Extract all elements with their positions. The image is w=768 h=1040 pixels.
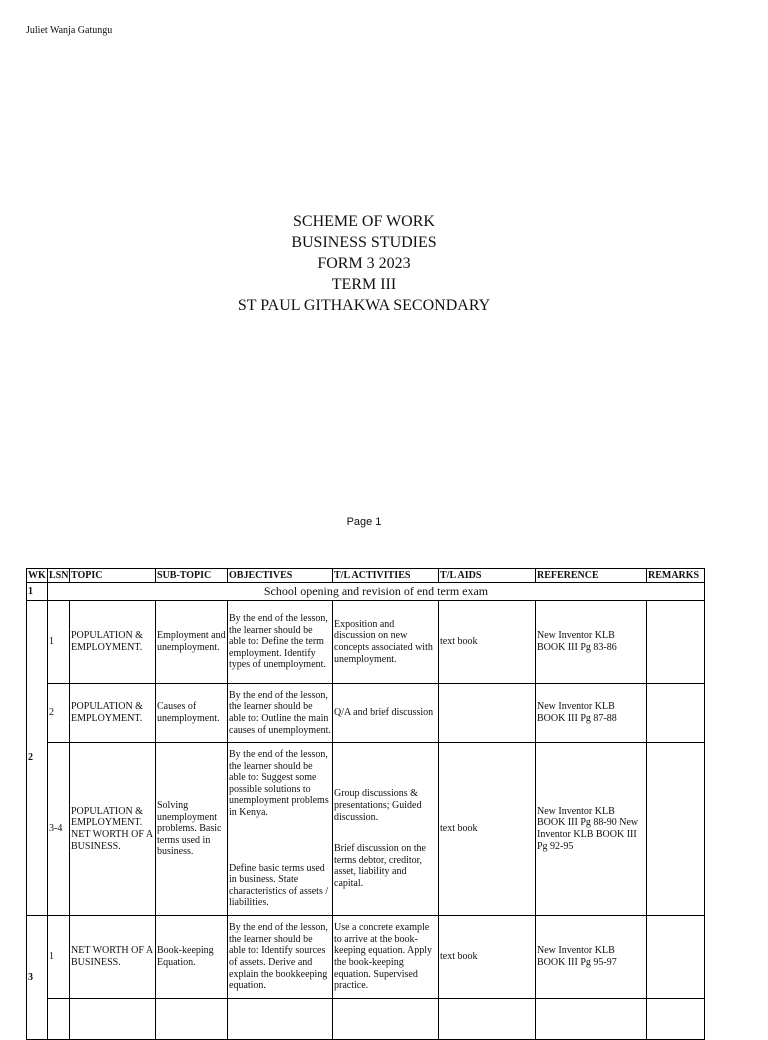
reference-cell: New Inventor KLB BOOK III Pg 88-90 New Inventor KLB BOOK III Pg 92-95 bbox=[536, 743, 647, 916]
table-row bbox=[27, 601, 705, 684]
reference-cell: New Inventor KLB BOOK III Pg 87-88 bbox=[536, 684, 647, 743]
page-number: Page 1 bbox=[346, 516, 382, 528]
reference-cell: New Inventor KLB BOOK III Pg 95-97 bbox=[536, 916, 647, 999]
title-line: ST PAUL GITHAKWA SECONDARY bbox=[237, 297, 491, 314]
topic-cell bbox=[70, 999, 156, 1040]
objectives-cell bbox=[228, 743, 333, 916]
activities-cell bbox=[333, 999, 439, 1040]
lesson-cell bbox=[48, 999, 70, 1040]
week-cell: 1 bbox=[27, 583, 48, 601]
topic-cell: POPULATION & EMPLOYMENT. NET WORTH OF A BUSINESS. bbox=[70, 743, 156, 916]
topic-cell: POPULATION & EMPLOYMENT. bbox=[70, 601, 156, 684]
activities-cell bbox=[333, 743, 439, 916]
objectives-text: By the end of the lesson, the learner should be able to: Suggest some possible solutions to unemployment problems in Kenya. bbox=[229, 749, 329, 818]
week-cell: 2 bbox=[27, 601, 48, 916]
subtopic-cell: Employment and unemployment. bbox=[156, 601, 228, 684]
subtopic-cell bbox=[156, 999, 228, 1040]
table-row bbox=[27, 583, 705, 601]
lesson-cell: 2 bbox=[48, 684, 70, 743]
aids-cell bbox=[439, 684, 536, 743]
author-name: Juliet Wanja Gatungu bbox=[26, 25, 113, 36]
objectives-cell: By the end of the lesson, the learner should be able to: Identify sources of assets. Derive and explain the bookkeeping equation. bbox=[228, 916, 333, 999]
week-note: School opening and revision of end term exam bbox=[48, 583, 705, 601]
topic-cell: POPULATION & EMPLOYMENT. bbox=[70, 684, 156, 743]
column-header-objectives: OBJECTIVES bbox=[228, 569, 333, 583]
aids-cell bbox=[439, 999, 536, 1040]
objectives-text: Define basic terms used in business. State characteristics of assets / liabilities. bbox=[229, 862, 329, 909]
subtopic-cell: Book-keeping Equation. bbox=[156, 916, 228, 999]
table-row bbox=[27, 684, 705, 743]
column-header-remarks: REMARKS bbox=[647, 569, 705, 583]
reference-cell bbox=[536, 999, 647, 1040]
aids-cell: text book bbox=[439, 743, 536, 916]
activities-cell: Use a concrete example to arrive at the book-keeping equation. Apply the book-keeping equation. Supervised practice. bbox=[333, 916, 439, 999]
aids-cell: text book bbox=[439, 601, 536, 684]
lesson-cell: 1 bbox=[48, 916, 70, 999]
activities-cell: Exposition and discussion on new concepts associated with unemployment. bbox=[333, 601, 439, 684]
remarks-cell bbox=[647, 999, 705, 1040]
title-line: SCHEME OF WORK bbox=[293, 213, 435, 230]
title-line: BUSINESS STUDIES bbox=[291, 234, 437, 251]
week-cell: 3 bbox=[27, 916, 48, 1040]
activities-text: Group discussions & presentations; Guided discussion. bbox=[334, 788, 422, 823]
table-row bbox=[27, 743, 705, 916]
table-row bbox=[27, 999, 705, 1040]
column-header-activities: T/L ACTIVITIES bbox=[333, 569, 439, 583]
objectives-cell bbox=[228, 999, 333, 1040]
subtopic-cell: Causes of unemployment. bbox=[156, 684, 228, 743]
remarks-cell bbox=[647, 743, 705, 916]
column-header-reference: REFERENCE bbox=[536, 569, 647, 583]
objectives-cell: By the end of the lesson, the learner should be able to: Outline the main causes of unemployment. bbox=[228, 684, 333, 743]
objectives-cell: By the end of the lesson, the learner should be able to: Define the term employment. Identify types of unemployment. bbox=[228, 601, 333, 684]
activities-text: Brief discussion on the terms debtor, creditor, asset, liability and capital. bbox=[334, 843, 426, 889]
remarks-cell bbox=[647, 684, 705, 743]
scheme-of-work-table bbox=[26, 568, 705, 1040]
remarks-cell bbox=[647, 916, 705, 999]
activities-cell: Q/A and brief discussion bbox=[333, 684, 439, 743]
title-line: TERM III bbox=[331, 276, 397, 293]
column-header-subtopic: SUB-TOPIC bbox=[156, 569, 228, 583]
remarks-cell bbox=[647, 601, 705, 684]
lesson-cell: 1 bbox=[48, 601, 70, 684]
table-row bbox=[27, 916, 705, 999]
lesson-cell: 3-4 bbox=[48, 743, 70, 916]
column-header-lsn: LSN bbox=[49, 570, 69, 581]
column-header-topic: TOPIC bbox=[70, 569, 156, 583]
subtopic-cell: Solving unemployment problems. Basic terms used in business. bbox=[156, 743, 228, 916]
aids-cell: text book bbox=[439, 916, 536, 999]
topic-cell: NET WORTH OF A BUSINESS. bbox=[70, 916, 156, 999]
table-header-row bbox=[27, 569, 705, 583]
column-header-aids: T/L AIDS bbox=[439, 569, 536, 583]
title-line: FORM 3 2023 bbox=[317, 255, 411, 272]
reference-cell: New Inventor KLB BOOK III Pg 83-86 bbox=[536, 601, 647, 684]
document-title bbox=[0, 211, 728, 316]
column-header-wk: WK bbox=[28, 570, 46, 581]
